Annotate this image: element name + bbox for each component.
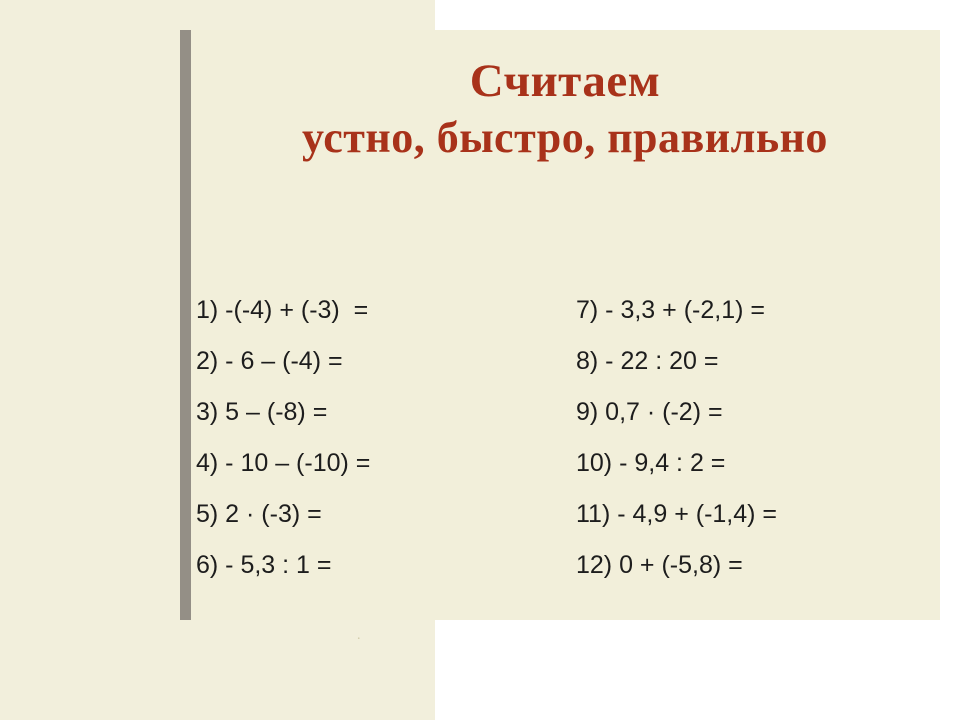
title-line-1: Считаем xyxy=(469,55,661,107)
list-item: 11) - 4,9 + (-1,4) = xyxy=(576,500,778,528)
title-line-2: устно, быстро, правильно xyxy=(302,113,828,162)
footer-mark: . xyxy=(357,628,361,643)
page-title xyxy=(200,52,930,166)
list-item: 9) 0,7 · (-2) = xyxy=(576,398,723,426)
panel-left-accent-bar xyxy=(180,30,191,620)
exercise-column-left xyxy=(196,285,576,591)
list-item: 4) - 10 – (-10) = xyxy=(196,449,371,477)
list-item: 12) 0 + (-5,8) = xyxy=(576,551,743,579)
list-item: 2) - 6 – (-4) = xyxy=(196,347,343,375)
list-item: 8) - 22 : 20 = xyxy=(576,347,719,375)
list-item: 7) - 3,3 + (-2,1) = xyxy=(576,296,765,324)
list-item: 3) 5 – (-8) = xyxy=(196,398,328,426)
exercise-column-right xyxy=(576,285,936,591)
exercise-columns xyxy=(196,285,936,591)
list-item: 1) -(-4) + (-3) = xyxy=(196,296,369,324)
list-item: 10) - 9,4 : 2 = xyxy=(576,449,726,477)
list-item: 5) 2 · (-3) = xyxy=(196,500,322,528)
list-item: 6) - 5,3 : 1 = xyxy=(196,551,332,579)
